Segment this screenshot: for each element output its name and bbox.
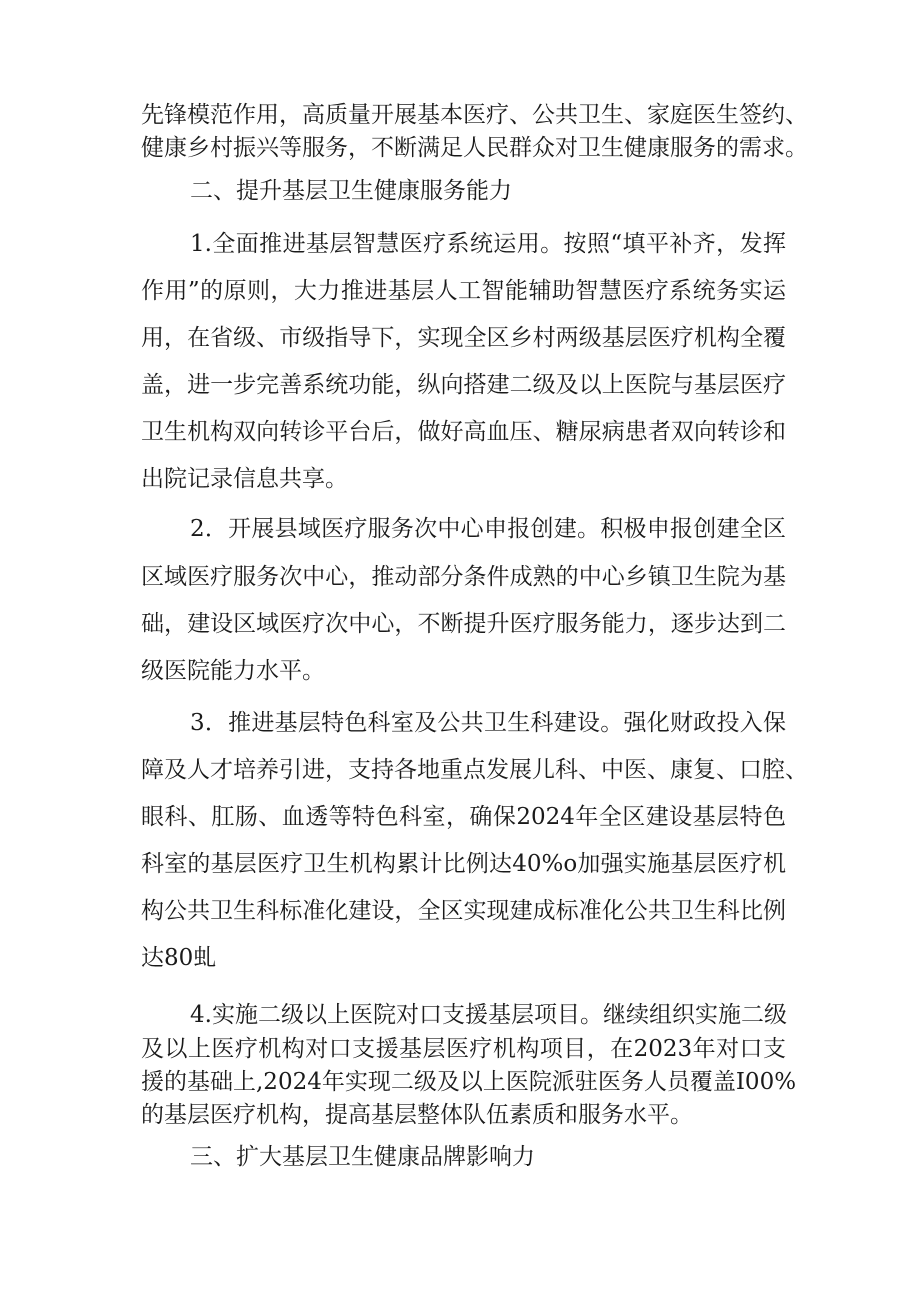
paragraph-line: 出院记录信息共享。: [141, 466, 348, 492]
paragraph-line: 及以上医疗机构对口支援基层医疗机构项目，在2023年对口支: [141, 1036, 786, 1062]
paragraph-line: 援的基础上,2024年实现二级及以上医院派驻医务人员覆盖I00%: [141, 1069, 797, 1095]
paragraph-line: 1.全面推进基层智慧医疗系统运用。按照“填平补齐，发挥: [190, 231, 786, 257]
paragraph-line: 用，在省级、市级指导下，实现全区乡村两级基层医疗机构全覆: [141, 325, 786, 351]
paragraph-line: 障及人才培养引进，支持各地重点发展儿科、中医、康复、口腔、: [141, 757, 808, 783]
paragraph-line: 2．开展县域医疗服务次中心申报创建。积极申报创建全区: [190, 516, 786, 542]
paragraph-line: 先锋模范作用，高质量开展基本医疗、公共卫生、家庭医生签约、: [141, 102, 808, 128]
paragraph-line: 4.实施二级以上医院对口支援基层项目。继续组织实施二级: [190, 1002, 787, 1028]
paragraph-line: 级医院能力水平。: [141, 658, 325, 684]
paragraph-line: 区域医疗服务次中心，推动部分条件成熟的中心乡镇卫生院为基: [141, 564, 786, 590]
paragraph-line: 础，建设区域医疗次中心，不断提升医疗服务能力，逐步达到二: [141, 611, 786, 637]
section-heading: 二、提升基层卫生健康服务能力: [190, 178, 512, 204]
paragraph-line: 盖，进一步完善系统功能，纵向搭建二级及以上医院与基层医疗: [141, 372, 786, 398]
paragraph-line: 达80虬: [141, 945, 217, 971]
paragraph-line: 科室的基层医疗卫生机构累计比例达40%o加强实施基层医疗机: [141, 851, 786, 877]
paragraph-line: 3．推进基层特色科室及公共卫生科建设。强化财政投入保: [190, 710, 786, 736]
paragraph-line: 眼科、肛肠、血透等特色科室，确保2024年全区建设基层特色: [141, 804, 786, 830]
paragraph-line: 作用”的原则，大力推进基层人工智能辅助智慧医疗系统务实运: [141, 278, 786, 304]
paragraph-line: 的基层医疗机构，提高基层整体队伍素质和服务水平。: [141, 1102, 693, 1128]
paragraph-line: 构公共卫生科标准化建设，全区实现建成标准化公共卫生科比例: [141, 898, 786, 924]
section-heading: 三、扩大基层卫生健康品牌影响力: [190, 1144, 535, 1170]
paragraph-line: 卫生机构双向转诊平台后，做好高血压、糖尿病患者双向转诊和: [141, 419, 786, 445]
paragraph-line: 健康乡村振兴等服务，不断满足人民群众对卫生健康服务的需求。: [141, 135, 808, 161]
